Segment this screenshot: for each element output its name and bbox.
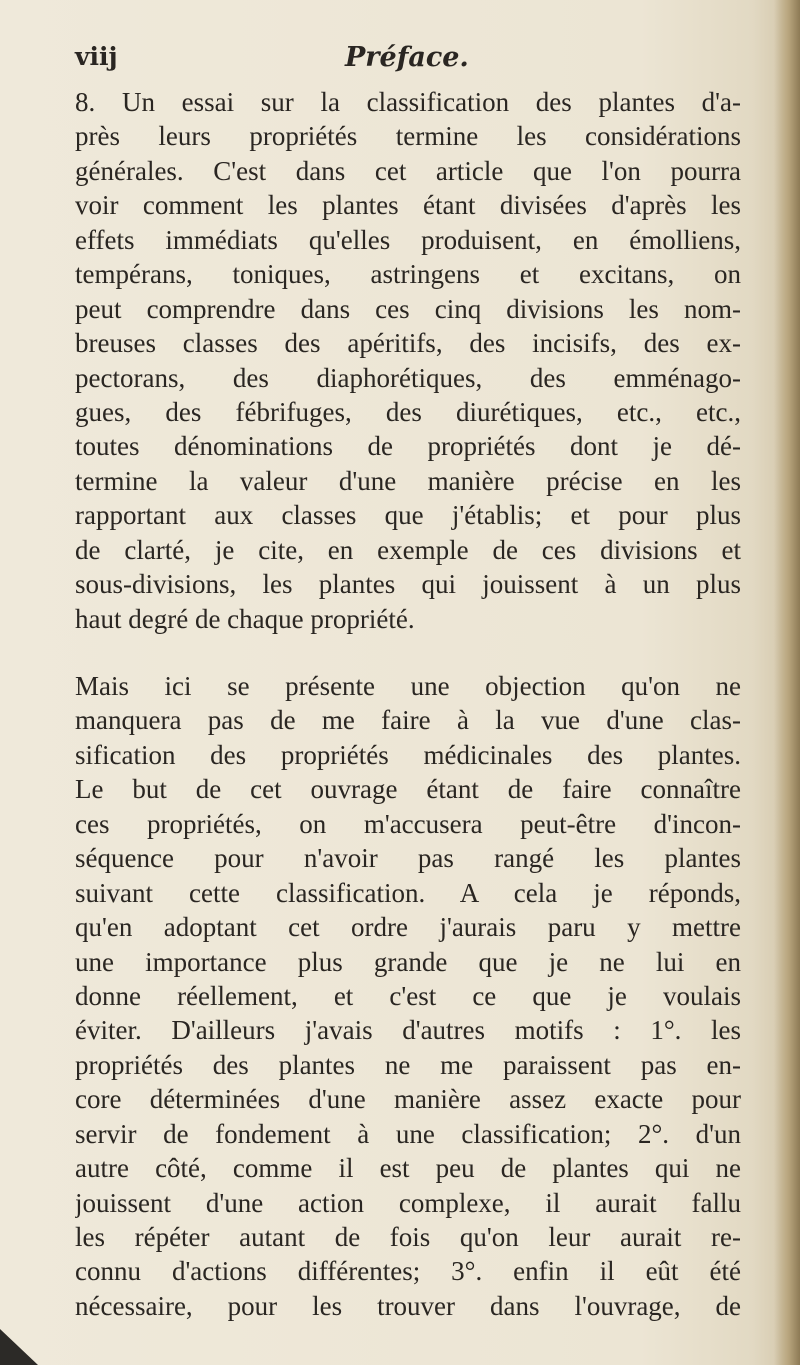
text-line: de clarté, je cite, en exemple de ces divisions et xyxy=(75,534,741,565)
running-title: Préface. xyxy=(345,42,469,73)
page-number: viij xyxy=(75,42,118,71)
page-corner-shadow xyxy=(0,1329,38,1365)
text-line: termine la valeur d'une manière précise en les xyxy=(75,465,741,496)
text-line: suivant cette classification. A cela je réponds, xyxy=(75,877,741,908)
text-line: près leurs propriétés termine les considérations xyxy=(75,121,741,152)
paragraph-2 xyxy=(75,669,741,1323)
text-line: générales. C'est dans cet article que l'on pourra xyxy=(75,155,741,186)
text-line: peut comprendre dans ces cinq divisions les nom- xyxy=(75,293,741,324)
text-line: breuses classes des apéritifs, des incisifs, des ex- xyxy=(75,328,741,359)
text-line: manquera pas de me faire à la vue d'une clas- xyxy=(75,705,741,736)
page-header xyxy=(75,42,741,82)
text-line: propriétés des plantes ne me paraissent pas en- xyxy=(75,1049,741,1080)
text-line: pectorans, des diaphorétiques, des emménago- xyxy=(75,362,741,393)
text-line: sification des propriétés médicinales des plantes. xyxy=(75,739,741,770)
text-line: séquence pour n'avoir pas rangé les plantes xyxy=(75,843,741,874)
text-line: core déterminées d'une manière assez exacte pour xyxy=(75,1084,741,1115)
text-line: voir comment les plantes étant divisées d'après les xyxy=(75,190,741,221)
text-line: haut degré de chaque propriété. xyxy=(75,603,415,634)
text-line: éviter. D'ailleurs j'avais d'autres motifs : 1°. les xyxy=(75,1015,741,1046)
body-text xyxy=(75,85,741,1323)
text-line: autre côté, comme il est peu de plantes qui ne xyxy=(75,1153,741,1184)
text-line: les répéter autant de fois qu'on leur aurait re- xyxy=(75,1222,741,1252)
text-line: donne réellement, et c'est ce que je voulais xyxy=(75,980,741,1011)
text-line: sous-divisions, les plantes qui jouissent à un plus xyxy=(75,569,741,600)
text-line: effets immédiats qu'elles produisent, en émolliens, xyxy=(75,224,741,255)
text-line: tempérans, toniques, astringens et excitans, on xyxy=(75,259,741,290)
paragraph-1 xyxy=(75,85,741,636)
text-line: qu'en adoptant cet ordre j'aurais paru y mettre xyxy=(75,912,741,943)
text-line: une importance plus grande que je ne lui en xyxy=(75,946,741,977)
text-line: Le but de cet ouvrage étant de faire connaître xyxy=(75,774,741,805)
text-line: 8. Un essai sur la classification des plantes d'a- xyxy=(75,87,741,117)
page-edge xyxy=(774,0,800,1365)
text-line: Mais ici se présente une objection qu'on ne xyxy=(75,671,741,701)
text-line: rapportant aux classes que j'établis; et pour plus xyxy=(75,500,741,531)
text-line: servir de fondement à une classification; 2°. d'un xyxy=(75,1118,741,1149)
text-line: ces propriétés, on m'accusera peut-être d'incon- xyxy=(75,808,741,839)
text-line: toutes dénominations de propriétés dont je dé- xyxy=(75,431,741,462)
text-line: connu d'actions différentes; 3°. enfin il eût été xyxy=(75,1256,741,1287)
text-line: nécessaire, pour les trouver dans l'ouvrage, de xyxy=(75,1290,741,1321)
text-line: gues, des fébrifuges, des diurétiques, etc., etc., xyxy=(75,396,741,427)
text-line: jouissent d'une action complexe, il aurait fallu xyxy=(75,1187,741,1218)
paragraph-gap xyxy=(75,636,741,669)
